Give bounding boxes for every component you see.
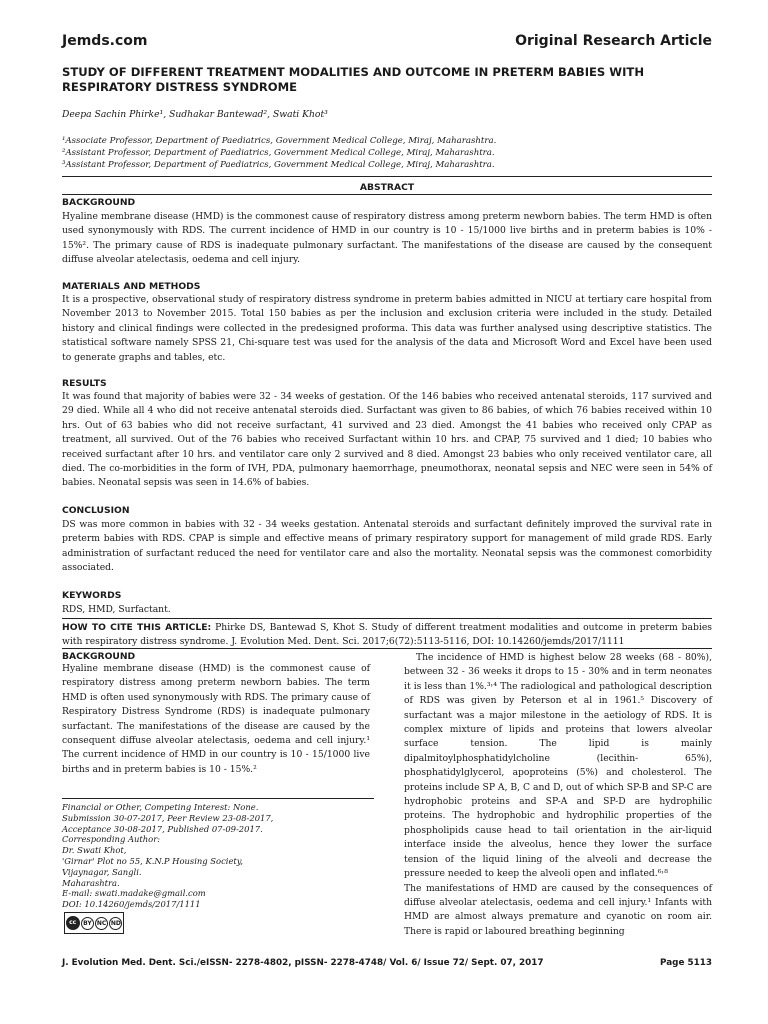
abstract-background-heading: BACKGROUND: [62, 197, 136, 208]
affiliation-2: ²Assistant Professor, Department of Paediatrics, Government Medical College, Miraj, Maharashtra.: [62, 148, 495, 158]
abstract-conclusion-heading: CONCLUSION: [62, 505, 130, 516]
citation-bottom-rule: [62, 648, 712, 649]
body-right-paragraph-1: The incidence of HMD is highest below 28 weeks (68 - 80%), between 32 - 36 weeks it drops to 15 - 30% and in term neonates it is less than 1%.³˒⁴ The radiological and pathological description of RDS was given by Peterson et al in 1961.⁵ Discovery of surfactant was a major milestone in the aetiology of RDS. It is complex mixture of lipids and proteins that lowers alveolar surface tension. The lipid is mainly dipalmitoylphosphatidylcholine (lecithin- 65%), phosphatidylglycerol, apoproteins (5%) and cholesterol. The proteins include SP A, B, C and D, out of which SP-B and SP-C are hydrophobic proteins and SP-A and SP-D are hydrophilic proteins. The hydrophobic and hydrophilic properties of the phospholipids cause head to tail orientation in the air-liquid interface inside the alveolus, hence they lower the surface tension of the liquid lining of the alveoli and decrease the pressure needed to keep the alveoli open and inflated.⁶˒⁸: [404, 652, 712, 880]
meta-line: Vijaynagar, Sangli.: [62, 866, 142, 877]
footer-journal-info: J. Evolution Med. Dent. Sci./eISSN- 2278-4802, pISSN- 2278-4748/ Vol. 6/ Issue 72/ Sept. 07, 2017: [62, 958, 544, 968]
abstract-methods-text: It is a prospective, observational study of respiratory distress syndrome in preterm babies admitted in NICU at tertiary care hospital from November 2013 to November 2015. Total 150 babies as per the inclusion and exclusion criteria were included in the study. Detailed history and clinical findings were collected in the predesigned proforma. This data was further analysed using descriptive statistics. The statistical software namely SPSS 21, Chi-square test was used for the analysis of the data and Microsoft Word and Excel have been used to generate graphs and tables, etc.: [62, 294, 712, 363]
meta-line: Corresponding Author:: [62, 834, 161, 845]
nc-icon: NC: [95, 917, 108, 930]
affiliation-1: ¹Associate Professor, Department of Paediatrics, Government Medical College, Miraj, Maharashtra.: [62, 136, 497, 146]
meta-top-rule: [62, 798, 374, 799]
abstract-methods-heading: MATERIALS AND METHODS: [62, 281, 201, 292]
meta-line: Financial or Other, Competing Interest: None.: [62, 802, 259, 812]
citation-block: [62, 621, 712, 650]
article-type: Original Research Article: [515, 33, 712, 49]
meta-line: Submission 30-07-2017, Peer Review 23-08-2017,: [62, 812, 274, 823]
abstract-conclusion-text: DS was more common in babies with 32 - 34 weeks gestation. Antenatal steroids and surfactant definitely improved the survival rate in preterm babies with RDS. CPAP is simple and effective means of primary respiratory support for management of mild grade RDS. Early administration of surfactant reduced the need for ventilator care and also the mortality. Neonatal sepsis was the commonest comorbidity associated.: [62, 519, 712, 574]
body-left-paragraph: Hyaline membrane disease (HMD) is the commonest cause of respiratory distress among preterm newborn babies. The term HMD is often used synonymously with RDS. The primary cause of Respiratory Distress Syndrome (RDS) is inadequate pulmonary surfactant. The manifestations of the disease are caused by the consequent diffuse alveolar atelectasis, oedema and cell injury.¹ The current incidence of HMD in our country is 10 - 15/1000 live births and in preterm babies is 10 - 15%.²: [62, 663, 370, 775]
body-left-column: [62, 651, 370, 777]
abstract-background-text: Hyaline membrane disease (HMD) is the commonest cause of respiratory distress among preterm newborn babies. The term HMD is often used synonymously with RDS. The current incidence of HMD in our country is 10 - 15/1000 live births and in preterm babies is 10% - 15%². The primary cause of RDS is inadequate pulmonary surfactant. The manifestations of the disease are caused by the consequent diffuse alveolar atelectasis, oedema and cell injury.: [62, 211, 712, 266]
nd-icon: ND: [109, 917, 122, 930]
article-title: STUDY OF DIFFERENT TREATMENT MODALITIES AND OUTCOME IN PRETERM BABIES WITH RESPIRATORY DISTRESS SYNDROME: [62, 65, 645, 94]
meta-line: 'Girnar' Plot no 55, K.N.P Housing Society,: [62, 855, 244, 866]
by-icon: BY: [81, 917, 94, 930]
body-right-column: [404, 651, 712, 939]
affiliation-3: ³Assistant Professor, Department of Paediatrics, Government Medical College, Miraj, Maharashtra.: [62, 160, 495, 170]
abstract-heading-rule: [62, 194, 712, 195]
page-number: Page 5113: [660, 958, 712, 968]
abstract-top-rule: [62, 176, 712, 177]
page-header: [62, 33, 712, 53]
creative-commons-by-nc-nd-icon: [64, 912, 124, 934]
cc-icon: cc: [66, 916, 80, 930]
citation-top-rule: [62, 618, 712, 619]
abstract-results-text: It was found that majority of babies were 32 - 34 weeks of gestation. Of the 146 babies who received antenatal steroids, 117 survived and 29 died. While all 4 who did not receive antenatal steroids died. Surfactant was given to 86 babies, of which 76 babies received within 10 hrs. Out of 63 babies who did not receive surfactant, 41 survived and 23 died. Amongst the 41 babies who received only CPAP as treatment, all survived. Out of the 76 babies who received Surfactant within 10 hrs. and CPAP, 75 survived and 1 died; 10 babies who received surfactant after 10 hrs. and ventilator care only 2 survived and 8 died. Amongst 23 babies who only received ventilator care, all died. The co-morbidities in the form of IVH, PDA, pulmonary haemorrhage, pneumothorax, neonatal sepsis and NEC were seen in 54% of babies. Neonatal sepsis was seen in 14.6% of babies.: [62, 391, 712, 489]
meta-line: DOI: 10.14260/jemds/2017/1111: [62, 899, 201, 910]
citation-label: HOW TO CITE THIS ARTICLE:: [62, 622, 212, 633]
meta-line: E-mail: swati.madake@gmail.com: [62, 888, 206, 899]
journal-name: Jemds.com: [62, 33, 148, 49]
abstract-heading: ABSTRACT: [359, 182, 415, 193]
meta-line: Maharashtra.: [62, 877, 120, 888]
meta-line: Dr. Swati Khot,: [62, 845, 127, 856]
meta-line: Acceptance 30-08-2017, Published 07-09-2017.: [62, 823, 263, 834]
citation-text: Phirke DS, Bantewad S, Khot S. Study of different treatment modalities and outcome in preterm babies with respiratory distress syndrome. J. Evolution Med. Dent. Sci. 2017;6(72):5113-5116, DOI: 10.14260/jemds/2017/1111: [62, 622, 712, 648]
body-right-paragraph-2: The manifestations of HMD are caused by the consequences of diffuse alveolar atelectasis, oedema and cell injury.¹ Infants with HMD are almost always premature and cyanotic on room air. There is rapid or laboured breathing beginning: [404, 882, 712, 937]
keywords-text: RDS, HMD, Surfactant.: [62, 604, 171, 615]
body-background-heading: BACKGROUND: [62, 651, 136, 662]
article-meta: [62, 802, 372, 910]
author-list: Deepa Sachin Phirke¹, Sudhakar Bantewad², Swati Khot³: [62, 109, 328, 120]
keywords-heading: KEYWORDS: [62, 590, 122, 601]
abstract-results-heading: RESULTS: [62, 378, 107, 389]
